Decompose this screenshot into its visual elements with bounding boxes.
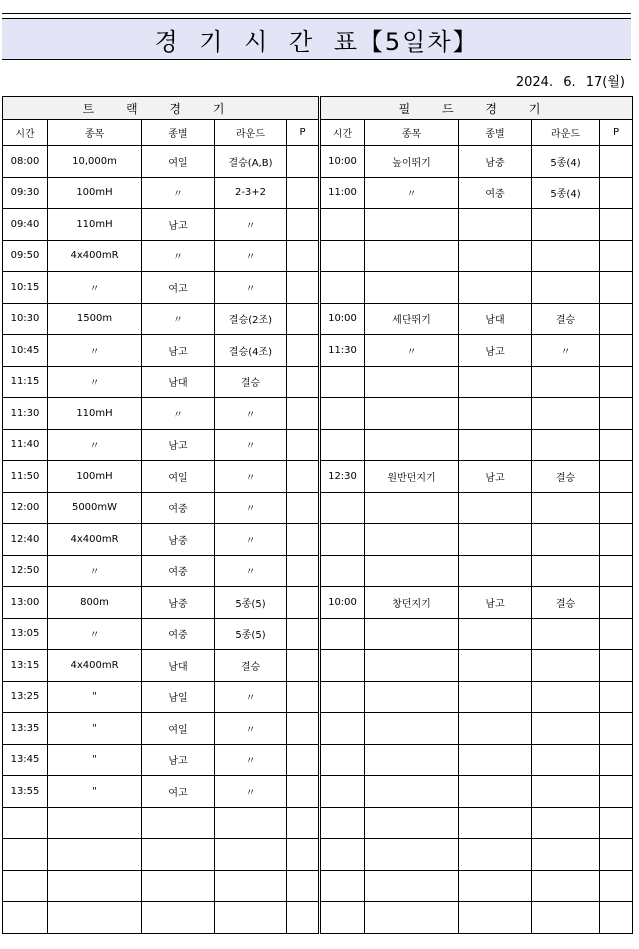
track-p-cell	[287, 366, 320, 398]
track-class-cell: 남대	[142, 650, 215, 682]
track-time-cell: 11:50	[3, 461, 48, 493]
track-round-cell: 〃	[215, 429, 287, 461]
track-event-cell: 110mH	[48, 209, 142, 241]
track-class-cell: 〃	[142, 398, 215, 430]
field-class-cell: 남고	[459, 461, 532, 493]
field-event-cell	[365, 209, 459, 241]
track-col-class: 종별	[142, 120, 215, 146]
field-time-cell: 11:30	[320, 335, 365, 367]
track-p-cell	[287, 681, 320, 713]
track-class-cell: 남고	[142, 335, 215, 367]
track-round-cell: 〃	[215, 713, 287, 745]
field-p-cell	[600, 839, 633, 871]
track-p-cell	[287, 713, 320, 745]
track-class-cell: 〃	[142, 240, 215, 272]
track-event-cell: "	[48, 681, 142, 713]
field-p-cell	[600, 209, 633, 241]
track-time-cell: 11:30	[3, 398, 48, 430]
track-event-cell	[48, 839, 142, 871]
field-p-cell	[600, 303, 633, 335]
field-event-cell	[365, 492, 459, 524]
track-round-cell: 〃	[215, 209, 287, 241]
table-row	[3, 492, 633, 524]
field-round-cell	[532, 398, 600, 430]
field-col-class: 종별	[459, 120, 532, 146]
field-class-cell: 남중	[459, 146, 532, 178]
table-row	[3, 366, 633, 398]
track-class-cell: 여고	[142, 272, 215, 304]
track-time-cell: 11:15	[3, 366, 48, 398]
track-class-cell	[142, 870, 215, 902]
track-round-cell: 〃	[215, 555, 287, 587]
field-round-cell: 결승	[532, 587, 600, 619]
track-p-cell	[287, 240, 320, 272]
track-time-cell: 13:15	[3, 650, 48, 682]
field-time-cell	[320, 209, 365, 241]
field-round-cell	[532, 681, 600, 713]
track-round-cell	[215, 839, 287, 871]
field-col-event: 종목	[365, 120, 459, 146]
track-class-cell: 여고	[142, 776, 215, 808]
field-p-cell	[600, 524, 633, 556]
track-event-cell: 〃	[48, 335, 142, 367]
track-time-cell: 10:15	[3, 272, 48, 304]
track-col-event: 종목	[48, 120, 142, 146]
track-class-cell: 〃	[142, 303, 215, 335]
field-event-cell	[365, 681, 459, 713]
field-event-cell: 〃	[365, 335, 459, 367]
track-event-cell: 100mH	[48, 461, 142, 493]
track-p-cell	[287, 618, 320, 650]
field-class-cell	[459, 744, 532, 776]
track-time-cell: 09:30	[3, 177, 48, 209]
field-round-cell	[532, 524, 600, 556]
track-p-cell	[287, 398, 320, 430]
track-time-cell: 10:30	[3, 303, 48, 335]
schedule-table	[2, 96, 633, 934]
field-p-cell	[600, 618, 633, 650]
field-round-cell	[532, 807, 600, 839]
track-p-cell	[287, 587, 320, 619]
field-time-cell	[320, 240, 365, 272]
field-round-cell	[532, 240, 600, 272]
track-round-cell: 〃	[215, 461, 287, 493]
field-time-cell	[320, 524, 365, 556]
table-row	[3, 146, 633, 178]
field-class-cell	[459, 398, 532, 430]
track-time-cell: 09:50	[3, 240, 48, 272]
track-event-cell	[48, 902, 142, 934]
table-row	[3, 870, 633, 902]
track-time-cell: 12:50	[3, 555, 48, 587]
track-class-cell: 남일	[142, 681, 215, 713]
track-class-cell	[142, 902, 215, 934]
track-p-cell	[287, 461, 320, 493]
field-round-cell	[532, 902, 600, 934]
track-event-cell: 1500m	[48, 303, 142, 335]
field-class-cell: 남고	[459, 587, 532, 619]
track-event-cell: 800m	[48, 587, 142, 619]
track-time-cell	[3, 902, 48, 934]
table-row	[3, 398, 633, 430]
track-event-cell	[48, 807, 142, 839]
track-class-cell: 여일	[142, 713, 215, 745]
track-event-cell: 〃	[48, 618, 142, 650]
track-p-cell	[287, 209, 320, 241]
field-p-cell	[600, 870, 633, 902]
field-time-cell: 12:30	[320, 461, 365, 493]
field-time-cell	[320, 776, 365, 808]
top-rule	[2, 13, 631, 14]
field-round-cell	[532, 555, 600, 587]
track-class-cell: 남중	[142, 524, 215, 556]
field-event-cell	[365, 366, 459, 398]
track-round-cell: 5종(5)	[215, 618, 287, 650]
track-event-cell	[48, 870, 142, 902]
field-event-cell	[365, 618, 459, 650]
field-p-cell	[600, 398, 633, 430]
track-p-cell	[287, 870, 320, 902]
field-time-cell	[320, 366, 365, 398]
field-p-cell	[600, 177, 633, 209]
field-class-cell	[459, 681, 532, 713]
track-class-cell: 여중	[142, 555, 215, 587]
field-p-cell	[600, 650, 633, 682]
field-p-cell	[600, 713, 633, 745]
track-time-cell: 13:25	[3, 681, 48, 713]
track-time-cell: 10:45	[3, 335, 48, 367]
track-round-cell: 〃	[215, 524, 287, 556]
track-round-cell: 5종(5)	[215, 587, 287, 619]
track-p-cell	[287, 776, 320, 808]
field-time-cell: 10:00	[320, 303, 365, 335]
field-event-cell	[365, 776, 459, 808]
field-p-cell	[600, 240, 633, 272]
track-time-cell	[3, 870, 48, 902]
field-class-cell	[459, 807, 532, 839]
track-round-cell: 결승(A,B)	[215, 146, 287, 178]
track-time-cell: 12:40	[3, 524, 48, 556]
field-time-cell: 10:00	[320, 146, 365, 178]
track-p-cell	[287, 335, 320, 367]
track-event-cell: "	[48, 713, 142, 745]
table-row	[3, 618, 633, 650]
table-row	[3, 681, 633, 713]
field-time-cell: 10:00	[320, 587, 365, 619]
field-col-time: 시간	[320, 120, 365, 146]
field-event-cell	[365, 650, 459, 682]
field-time-cell	[320, 744, 365, 776]
field-time-cell	[320, 398, 365, 430]
field-round-cell	[532, 429, 600, 461]
field-event-cell	[365, 555, 459, 587]
table-row	[3, 209, 633, 241]
track-class-cell	[142, 807, 215, 839]
track-class-cell: 〃	[142, 177, 215, 209]
track-round-cell: 결승(2조)	[215, 303, 287, 335]
schedule-rows	[3, 146, 633, 934]
table-row	[3, 272, 633, 304]
table-row	[3, 303, 633, 335]
field-class-cell	[459, 776, 532, 808]
field-col-round: 라운드	[532, 120, 600, 146]
field-event-cell	[365, 240, 459, 272]
track-event-cell: 4x400mR	[48, 650, 142, 682]
field-event-cell: 세단뛰기	[365, 303, 459, 335]
field-round-cell: 결승	[532, 461, 600, 493]
track-p-cell	[287, 429, 320, 461]
field-event-cell	[365, 272, 459, 304]
field-round-cell	[532, 650, 600, 682]
field-p-cell	[600, 272, 633, 304]
track-p-cell	[287, 807, 320, 839]
track-time-cell	[3, 839, 48, 871]
field-round-cell	[532, 839, 600, 871]
track-time-cell: 13:45	[3, 744, 48, 776]
track-event-cell: 〃	[48, 272, 142, 304]
track-time-cell: 13:55	[3, 776, 48, 808]
field-time-cell	[320, 681, 365, 713]
track-event-cell: 4x400mR	[48, 524, 142, 556]
track-round-cell: 〃	[215, 681, 287, 713]
track-class-cell: 남고	[142, 429, 215, 461]
field-event-cell: 〃	[365, 177, 459, 209]
field-class-cell	[459, 839, 532, 871]
field-round-cell	[532, 366, 600, 398]
track-class-cell: 남대	[142, 366, 215, 398]
track-round-cell: 〃	[215, 398, 287, 430]
field-class-cell	[459, 902, 532, 934]
track-col-round: 라운드	[215, 120, 287, 146]
field-p-cell	[600, 555, 633, 587]
field-class-cell	[459, 713, 532, 745]
field-col-p: P	[600, 120, 633, 146]
field-class-cell	[459, 492, 532, 524]
field-round-cell	[532, 492, 600, 524]
field-time-cell	[320, 555, 365, 587]
track-class-cell: 여중	[142, 618, 215, 650]
table-row	[3, 429, 633, 461]
field-time-cell	[320, 807, 365, 839]
track-round-cell: 〃	[215, 744, 287, 776]
field-p-cell	[600, 146, 633, 178]
field-class-cell: 남대	[459, 303, 532, 335]
track-class-cell: 남중	[142, 587, 215, 619]
field-class-cell	[459, 870, 532, 902]
field-p-cell	[600, 807, 633, 839]
field-p-cell	[600, 587, 633, 619]
track-col-time: 시간	[3, 120, 48, 146]
field-class-cell	[459, 555, 532, 587]
field-event-cell	[365, 524, 459, 556]
track-round-cell: 결승(4조)	[215, 335, 287, 367]
field-round-cell	[532, 713, 600, 745]
track-p-cell	[287, 146, 320, 178]
field-class-cell	[459, 209, 532, 241]
track-time-cell: 13:00	[3, 587, 48, 619]
track-round-cell: 〃	[215, 776, 287, 808]
track-event-cell: 〃	[48, 555, 142, 587]
track-time-cell	[3, 807, 48, 839]
track-event-cell: 5000mW	[48, 492, 142, 524]
field-class-cell	[459, 429, 532, 461]
track-round-cell: 〃	[215, 492, 287, 524]
field-class-cell: 여중	[459, 177, 532, 209]
field-round-cell: 〃	[532, 335, 600, 367]
track-event-cell: 100mH	[48, 177, 142, 209]
title-banner	[2, 18, 631, 60]
table-row	[3, 713, 633, 745]
field-time-cell	[320, 272, 365, 304]
track-round-cell: 2-3+2	[215, 177, 287, 209]
field-event-cell	[365, 744, 459, 776]
track-round-cell	[215, 870, 287, 902]
track-round-cell	[215, 902, 287, 934]
field-round-cell	[532, 776, 600, 808]
field-round-cell: 5종(4)	[532, 146, 600, 178]
track-class-cell: 여중	[142, 492, 215, 524]
table-row	[3, 587, 633, 619]
field-class-cell: 남고	[459, 335, 532, 367]
field-round-cell: 결승	[532, 303, 600, 335]
field-class-cell	[459, 240, 532, 272]
field-round-cell: 5종(4)	[532, 177, 600, 209]
field-round-cell	[532, 272, 600, 304]
field-event-cell	[365, 807, 459, 839]
track-event-cell: 4x400mR	[48, 240, 142, 272]
field-time-cell	[320, 713, 365, 745]
field-class-cell	[459, 618, 532, 650]
track-p-cell	[287, 744, 320, 776]
field-event-cell	[365, 839, 459, 871]
track-event-cell: 110mH	[48, 398, 142, 430]
field-time-cell	[320, 839, 365, 871]
field-p-cell	[600, 335, 633, 367]
table-row	[3, 335, 633, 367]
field-p-cell	[600, 461, 633, 493]
track-class-cell: 여일	[142, 146, 215, 178]
field-time-cell: 11:00	[320, 177, 365, 209]
track-p-cell	[287, 272, 320, 304]
field-event-cell: 높이뛰기	[365, 146, 459, 178]
track-event-cell: "	[48, 776, 142, 808]
field-round-cell	[532, 618, 600, 650]
track-p-cell	[287, 177, 320, 209]
field-time-cell	[320, 870, 365, 902]
track-p-cell	[287, 492, 320, 524]
track-event-cell: 10,000m	[48, 146, 142, 178]
track-time-cell: 12:00	[3, 492, 48, 524]
track-round-cell: 〃	[215, 240, 287, 272]
table-row	[3, 177, 633, 209]
track-col-p: P	[287, 120, 320, 146]
track-round-cell: 결승	[215, 650, 287, 682]
field-time-cell	[320, 618, 365, 650]
field-event-cell	[365, 429, 459, 461]
field-event-cell	[365, 902, 459, 934]
field-p-cell	[600, 366, 633, 398]
table-row	[3, 240, 633, 272]
track-round-cell: 〃	[215, 272, 287, 304]
field-p-cell	[600, 492, 633, 524]
field-round-cell	[532, 870, 600, 902]
track-class-cell	[142, 839, 215, 871]
track-round-cell	[215, 807, 287, 839]
field-p-cell	[600, 681, 633, 713]
table-row	[3, 776, 633, 808]
table-row	[3, 524, 633, 556]
track-time-cell: 11:40	[3, 429, 48, 461]
track-event-cell: "	[48, 744, 142, 776]
track-p-cell	[287, 839, 320, 871]
track-event-cell: 〃	[48, 429, 142, 461]
field-round-cell	[532, 744, 600, 776]
field-time-cell	[320, 902, 365, 934]
table-row	[3, 555, 633, 587]
field-event-cell	[365, 713, 459, 745]
field-class-cell	[459, 524, 532, 556]
track-section-header: 트 랙 경 기	[3, 97, 320, 120]
field-p-cell	[600, 744, 633, 776]
track-round-cell: 결승	[215, 366, 287, 398]
table-row	[3, 839, 633, 871]
track-time-cell: 13:35	[3, 713, 48, 745]
track-class-cell: 남고	[142, 744, 215, 776]
field-section-header: 필 드 경 기	[320, 97, 633, 120]
field-class-cell	[459, 366, 532, 398]
track-time-cell: 08:00	[3, 146, 48, 178]
track-p-cell	[287, 555, 320, 587]
track-p-cell	[287, 902, 320, 934]
table-row	[3, 461, 633, 493]
table-row	[3, 902, 633, 934]
field-time-cell	[320, 650, 365, 682]
field-time-cell	[320, 492, 365, 524]
field-event-cell	[365, 398, 459, 430]
track-p-cell	[287, 524, 320, 556]
field-p-cell	[600, 429, 633, 461]
field-class-cell	[459, 650, 532, 682]
page-title: 경 기 시 간 표【5일차】	[154, 27, 479, 56]
track-time-cell: 09:40	[3, 209, 48, 241]
track-p-cell	[287, 303, 320, 335]
field-event-cell	[365, 870, 459, 902]
schedule-date: 2024. 6. 17(월)	[515, 75, 625, 90]
track-time-cell: 13:05	[3, 618, 48, 650]
field-round-cell	[532, 209, 600, 241]
field-class-cell	[459, 272, 532, 304]
table-row	[3, 807, 633, 839]
track-p-cell	[287, 650, 320, 682]
field-event-cell: 원반던지기	[365, 461, 459, 493]
field-p-cell	[600, 902, 633, 934]
field-p-cell	[600, 776, 633, 808]
field-time-cell	[320, 429, 365, 461]
table-row	[3, 744, 633, 776]
table-row	[3, 650, 633, 682]
field-event-cell: 창던지기	[365, 587, 459, 619]
track-class-cell: 여일	[142, 461, 215, 493]
track-event-cell: 〃	[48, 366, 142, 398]
track-class-cell: 남고	[142, 209, 215, 241]
